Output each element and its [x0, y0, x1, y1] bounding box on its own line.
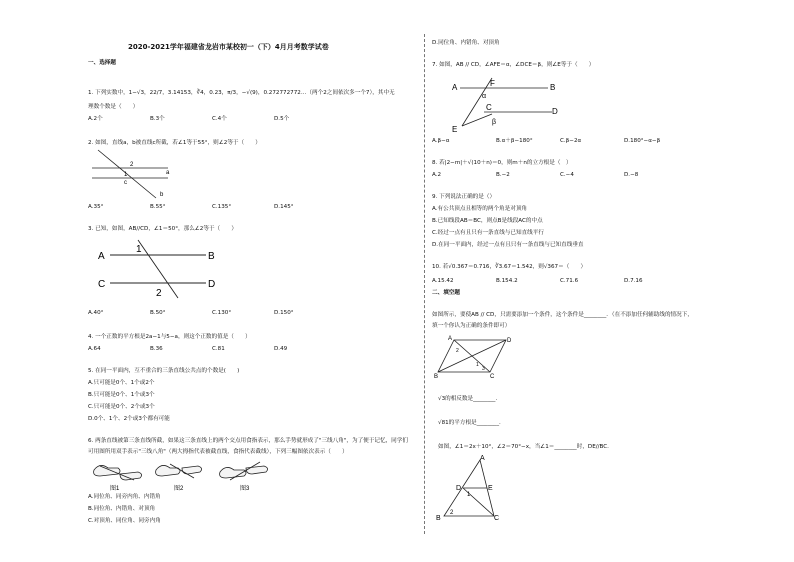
q4-option-a[interactable]: A.64 — [88, 346, 101, 352]
q8-option-b[interactable]: B.−2 — [496, 172, 510, 178]
q7-label-e: E — [452, 125, 458, 134]
q9-option-d[interactable]: D.在同一平面内，经过一点有且只有一条直线与已知直线垂直 — [432, 242, 584, 248]
q4-option-b[interactable]: B.36 — [150, 346, 163, 352]
q10-option-d[interactable]: D.7.16 — [624, 278, 643, 284]
q11-label-2: 2 — [456, 348, 459, 354]
q5-option-a[interactable]: A.只可能是0个、1个或2个 — [88, 380, 155, 386]
q3-label-1: 1 — [136, 244, 142, 255]
q11-label-d: D — [507, 338, 512, 344]
q11-label-a: A — [448, 336, 453, 342]
q12-stem: √3的相反数是________. — [438, 396, 498, 402]
column-divider — [424, 34, 425, 534]
hand-gesture-1-icon — [94, 465, 142, 480]
q7-option-a[interactable]: A.β−α — [432, 138, 450, 144]
q11-label-3: 3 — [482, 366, 485, 372]
q7-label-d: D — [552, 107, 558, 116]
q3-figure — [96, 238, 220, 300]
q1-stem: 1. 下列实数中，1−√3，22/7，3.14153，∛4，0.23，π/3，−√(9)，0.272772772…（两个2之间依次多一个7），其中无 — [88, 90, 395, 96]
q10-stem: 10. 若√0.367＝0.716，∛3.67＝1.542，则√367＝（ ） — [432, 264, 587, 270]
q14-stem: 如图，∠1＝2x＋10°，∠2＝70°−x，当∠1＝________时，DE//BC. — [438, 444, 609, 450]
q9-option-c[interactable]: C.经过一点有且只有一条直线与已知直线平行 — [432, 230, 544, 236]
q6-option-a[interactable]: A.同位角、同旁内角、内错角 — [88, 494, 161, 500]
q2-label-a: a — [166, 170, 170, 176]
q8-option-d[interactable]: D.−8 — [624, 172, 639, 178]
q11-label-b: B — [434, 374, 439, 378]
q5-option-c[interactable]: C.只可能是0个、2个或3个 — [88, 404, 155, 410]
q6-fig2-label: 图2 — [174, 486, 184, 492]
hand-gesture-3-icon — [220, 462, 268, 480]
q2-option-a[interactable]: A.35° — [88, 204, 104, 210]
q8-option-a[interactable]: A.2 — [432, 172, 442, 178]
q14-figure — [434, 454, 504, 522]
q2-label-2: 2 — [130, 162, 134, 168]
q8-option-c[interactable]: C.−4 — [560, 172, 574, 178]
q5-option-d[interactable]: D.0个、1个、2个或3个都有可能 — [88, 416, 170, 422]
q3-option-d[interactable]: D.150° — [274, 310, 294, 316]
q1-option-b[interactable]: B.3个 — [150, 116, 165, 122]
q7-option-d[interactable]: D.180°−α−β — [624, 138, 661, 144]
q4-stem: 4. 一个正数的平方根是2a−1与5−a，则这个正数的值是（ ） — [88, 334, 251, 340]
q3-stem: 3. 已知，如图，AB//CD，∠1＝50°，那么∠2等于（ ） — [88, 226, 237, 232]
q7-label-beta: β — [492, 119, 497, 126]
exam-title: 2020-2021学年福建省龙岩市某校初一（下）4月月考数学试卷 — [128, 43, 329, 51]
q8-stem: 8. 若|2−m|＋√(10＋n)＝0，则m＋n的立方根是（ ） — [432, 160, 572, 166]
q14-label-b: B — [436, 515, 441, 522]
q9-option-a[interactable]: A.有公共顶点且相等的两个角是对顶角 — [432, 206, 528, 212]
hand-gesture-2-icon — [156, 464, 202, 478]
q11-stem-line2: 填一个你认为正确的条件即可） — [432, 323, 511, 329]
q14-label-c: C — [494, 515, 500, 522]
q2-label-1: 1 — [124, 172, 128, 178]
q10-option-c[interactable]: C.71.6 — [560, 278, 579, 284]
q7-label-a: A — [452, 83, 458, 92]
q14-label-a: A — [480, 455, 485, 462]
q11-stem: 如图所示，要使AB // CD，只需要添加一个条件，这个条件是________．（在不添加任何辅助线的情况下， — [432, 312, 693, 318]
q6-stem: 6. 两条直线被第三条直线所截，如果这三条直线上的两个交点用食指表示，那么手势就形成了"三线八角"，为了便于记忆，同学们 — [88, 438, 408, 444]
q4-option-d[interactable]: D.49 — [274, 346, 288, 352]
q3-option-b[interactable]: B.50° — [150, 310, 166, 316]
q7-figure — [448, 74, 560, 134]
section-choice-heading: 一、选择题 — [88, 60, 116, 66]
q7-option-c[interactable]: C.β−2α — [560, 138, 582, 144]
q3-label-d: D — [208, 279, 216, 290]
q2-label-c: c — [124, 180, 127, 186]
q2-stem: 2. 如图，直线a，b被直线c所截，若∠1等于55°，则∠2等于（ ） — [88, 140, 261, 146]
q3-option-a[interactable]: A.40° — [88, 310, 104, 316]
q9-option-b[interactable]: B.已知线段AB＝BC，则点B是线段AC的中点 — [432, 218, 543, 224]
q2-label-b: b — [160, 192, 164, 198]
q1-option-c[interactable]: C.4个 — [212, 116, 227, 122]
q6-fig1-label: 图1 — [110, 486, 120, 492]
q2-option-d[interactable]: D.145° — [274, 204, 294, 210]
q3-label-a: A — [98, 251, 105, 262]
q7-label-b: B — [550, 83, 556, 92]
q5-option-b[interactable]: B.只可能是0个、1个或3个 — [88, 392, 155, 398]
q6-fig3-label: 图3 — [240, 486, 250, 492]
q7-label-c: C — [486, 103, 492, 112]
q6-option-b[interactable]: B.同位角、内错角、对顶角 — [88, 506, 156, 512]
q2-option-c[interactable]: C.135° — [212, 204, 232, 210]
q2-figure — [90, 148, 170, 200]
q11-label-1: 1 — [476, 362, 479, 368]
q14-label-1: 1 — [467, 492, 471, 498]
q9-stem: 9. 下列说法正确的是（） — [432, 194, 496, 200]
q7-label-f: F — [490, 79, 495, 88]
q7-option-b[interactable]: B.α＋β−180° — [496, 138, 533, 144]
q10-option-b[interactable]: B.154.2 — [496, 278, 518, 284]
q3-label-c: C — [98, 279, 106, 290]
q14-label-e: E — [488, 485, 493, 492]
q4-option-c[interactable]: C.81 — [212, 346, 225, 352]
q10-option-a[interactable]: A.15.42 — [432, 278, 454, 284]
q3-label-2: 2 — [156, 288, 162, 299]
q1-option-a[interactable]: A.2个 — [88, 116, 103, 122]
q1-stem-line2: 理数个数是（ ） — [88, 104, 139, 110]
q6-option-d[interactable]: D.同位角、内错角、对顶角 — [432, 40, 500, 46]
q6-hands-figure — [90, 458, 280, 492]
section-fill-heading: 二、填空题 — [432, 290, 460, 296]
q7-stem: 7. 如图，AB // CD，∠AFE＝α，∠DCE＝β，则∠E等于（ ） — [432, 62, 595, 68]
q14-label-2: 2 — [450, 510, 454, 516]
q11-label-c: C — [490, 374, 495, 378]
q14-label-d: D — [456, 485, 462, 492]
q7-label-alpha: α — [482, 93, 487, 100]
q13-stem: √81的平方根是________. — [438, 420, 501, 426]
q6-stem-line2: 可用图所用双手表示"三线八角"（两大拇指代表被截直线，食指代表截线），下列三幅图依次表示（ ） — [88, 449, 348, 455]
q5-stem: 5. 在同一平面内，互不重合的三条直线公共点的个数是( ) — [88, 368, 240, 374]
q1-option-d[interactable]: D.5个 — [274, 116, 290, 122]
q6-option-c[interactable]: C.对顶角、同位角、同旁内角 — [88, 518, 161, 524]
q11-figure — [434, 334, 514, 378]
q3-label-b: B — [208, 251, 215, 262]
q2-option-b[interactable]: B.55° — [150, 204, 166, 210]
q3-option-c[interactable]: C.130° — [212, 310, 232, 316]
